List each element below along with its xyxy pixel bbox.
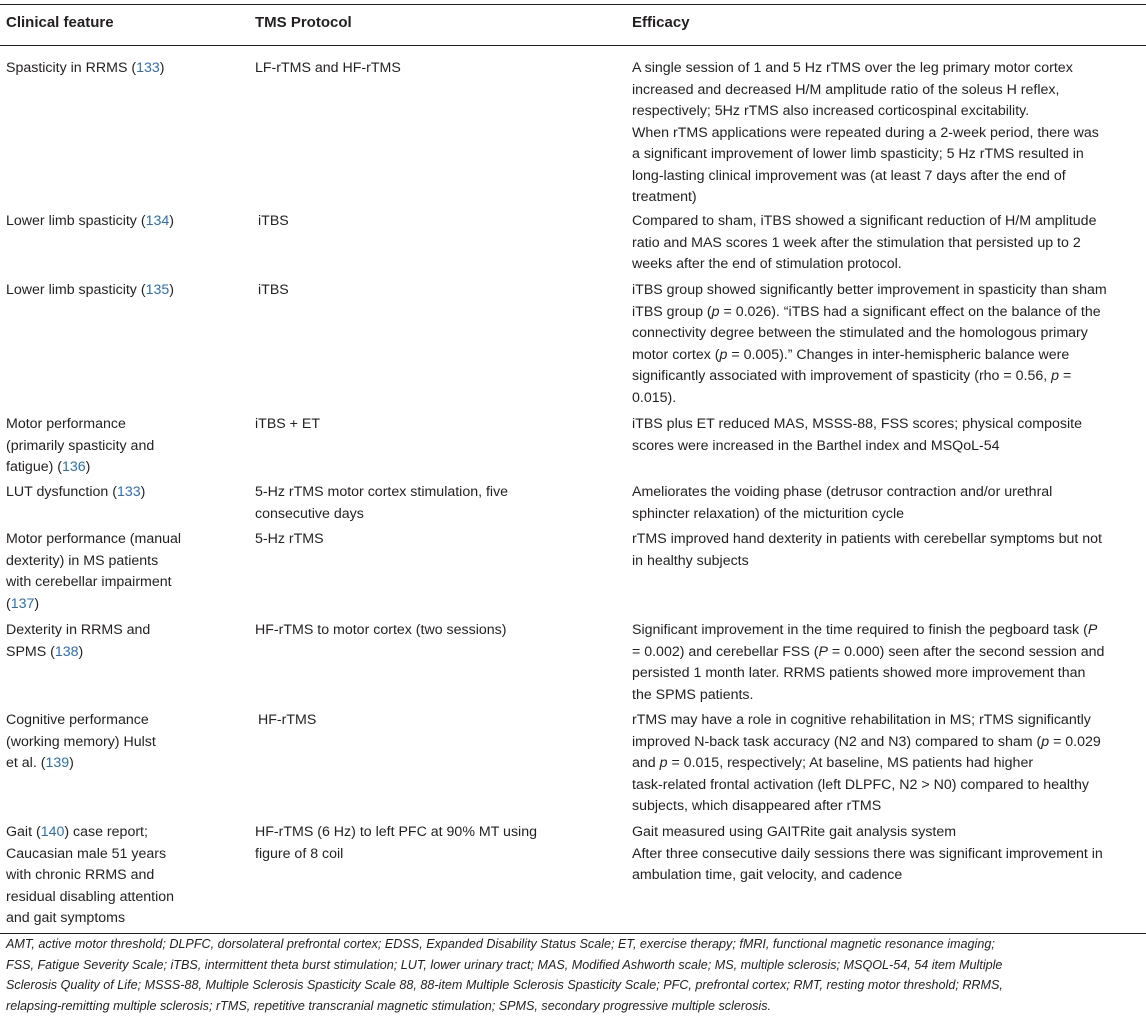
efficacy-cell: rTMS may have a role in cognitive rehabilitation in MS; rTMS significantly improved N-back task accuracy (N2 and N3) compared to sham (p = 0.029 and p = 0.015, respectively; At baseline, MS patients had higher task-related frontal activation (left DLPFC, N2 > N0) compared to healthy subjects, which disappeared after rTMS: [632, 712, 1101, 814]
reference-link[interactable]: 133: [116, 484, 141, 500]
tms-protocol-cell: iTBS: [258, 213, 289, 229]
efficacy-cell: Ameliorates the voiding phase (detrusor contraction and/or urethral sphincter relaxation) of the micturition cycle: [632, 484, 1053, 522]
clinical-feature-cell: Gait (140) case report; Caucasian male 51 years with chronic RRMS and residual disabling attention and gait symptoms: [6, 824, 174, 926]
clinical-feature-cell: Spasticity in RRMS (133): [6, 60, 165, 76]
tms-protocol-cell: LF-rTMS and HF-rTMS: [255, 60, 401, 76]
tms-protocol-cell: iTBS: [258, 282, 289, 298]
clinical-feature-cell: Motor performance (manual dexterity) in MS patients with cerebellar impairment (137): [6, 531, 182, 612]
clinical-feature-cell: LUT dysfunction (133): [6, 484, 146, 500]
tms-protocol-cell: HF-rTMS to motor cortex (two sessions): [255, 622, 507, 638]
table-top-rule: [0, 4, 1146, 5]
clinical-feature-cell: Dexterity in RRMS and SPMS (138): [6, 622, 151, 660]
reference-link[interactable]: 134: [145, 213, 170, 229]
efficacy-cell: iTBS plus ET reduced MAS, MSSS-88, FSS scores; physical composite scores were increased in the Barthel index and MSQoL-54: [632, 416, 1082, 454]
clinical-feature-cell: Motor performance (primarily spasticity and fatigue) (136): [6, 416, 155, 475]
table-header-rule: [0, 45, 1146, 46]
efficacy-cell: Compared to sham, iTBS showed a significant reduction of H/M amplitude ratio and MAS scores 1 week after the stimulation that persisted up to 2 weeks after the end of stimulation protocol.: [632, 213, 1097, 272]
reference-link[interactable]: 138: [54, 643, 79, 660]
italic-p-line: iTBS group (p = 0.026). “iTBS had a significant effect on the balance of the: [632, 303, 1101, 320]
reference-link[interactable]: 137: [10, 595, 35, 612]
reference-link[interactable]: 140: [40, 824, 65, 840]
reference-link[interactable]: 135: [145, 282, 170, 298]
efficacy-cell: iTBS group showed significantly better improvement in spasticity than sham iTBS group (p = 0.026). “iTBS had a significant effect on the balance of the connectivity degree between the stimulated and the homologous primary motor cortex (p = 0.005).” Changes in inter-hemispheric balance were significantly associated with improvement of spasticity (rho = 0.56, p = 0.015).: [632, 280, 1142, 409]
header-tms-protocol: TMS Protocol: [255, 14, 352, 31]
header-efficacy: Efficacy: [632, 14, 690, 31]
reference-link[interactable]: 136: [62, 459, 86, 475]
efficacy-cell: Gait measured using GAITRite gait analysis system After three consecutive daily sessions there was significant improvement in ambulation time, gait velocity, and cadence: [632, 824, 1103, 883]
reference-link[interactable]: 139: [45, 755, 70, 771]
clinical-feature-cell: Lower limb spasticity (134): [6, 213, 174, 229]
tms-protocol-cell: 5-Hz rTMS motor cortex stimulation, five consecutive days: [255, 484, 509, 522]
clinical-feature-cell: Lower limb spasticity (135): [6, 282, 174, 298]
reference-link[interactable]: 133: [136, 60, 160, 76]
tms-protocol-cell: iTBS + ET: [255, 416, 321, 432]
clinical-feature-cell: Cognitive performance (working memory) Hulst et al. (139): [6, 712, 156, 771]
efficacy-cell: A single session of 1 and 5 Hz rTMS over the leg primary motor cortex increased and decreased H/M amplitude ratio of the soleus H reflex, respectively; 5Hz rTMS also increased corticospinal excitability. When rTMS applications were repeated during a 2-week period, there was a significant improvement of lower limb spasticity; 5 Hz rTMS resulted in long-lasting clinical improvement was (at least 7 days after the end of treatment): [632, 60, 1099, 205]
tms-protocol-cell: HF-rTMS (6 Hz) to left PFC at 90% MT using figure of 8 coil: [255, 824, 537, 862]
table-footnote: AMT, active motor threshold; DLPFC, dorsolateral prefrontal cortex; EDSS, Expanded Disability Status Scale; ET, exercise therapy; fMRI, functional magnetic resonance imaging; FSS, Fatigue Severity Scale; iTBS, intermittent theta burst stimulation; LUT, lower urinary tract; MAS, Modified Ashworth scale; MS, multiple sclerosis; MSQOL-54, 54 item Multiple Sclerosis Quality of Life; MSSS-88, Multiple Sclerosis Spasticity Scale 88, 88-item Multiple Sclerosis Spasticity Scale; PFC, prefrontal cortex; RMT, resting motor threshold; RRMS, relapsing-remitting multiple sclerosis; rTMS, repetitive transcranial magnetic stimulation; SPMS, secondary progressive multiple sclerosis.: [6, 937, 1003, 1013]
header-clinical-feature: Clinical feature: [6, 14, 114, 31]
efficacy-cell: Significant improvement in the time required to finish the pegboard task (P = 0.002) and cerebellar FSS (P = 0.000) seen after the second session and persisted 1 month later. RRMS patients showed more improvement than the SPMS patients.: [632, 622, 1105, 703]
tms-protocol-cell: HF-rTMS: [258, 712, 317, 728]
efficacy-cell: rTMS improved hand dexterity in patients with cerebellar symptoms but not in healthy subjects: [632, 531, 1102, 569]
tms-protocol-cell: 5-Hz rTMS: [255, 531, 324, 547]
